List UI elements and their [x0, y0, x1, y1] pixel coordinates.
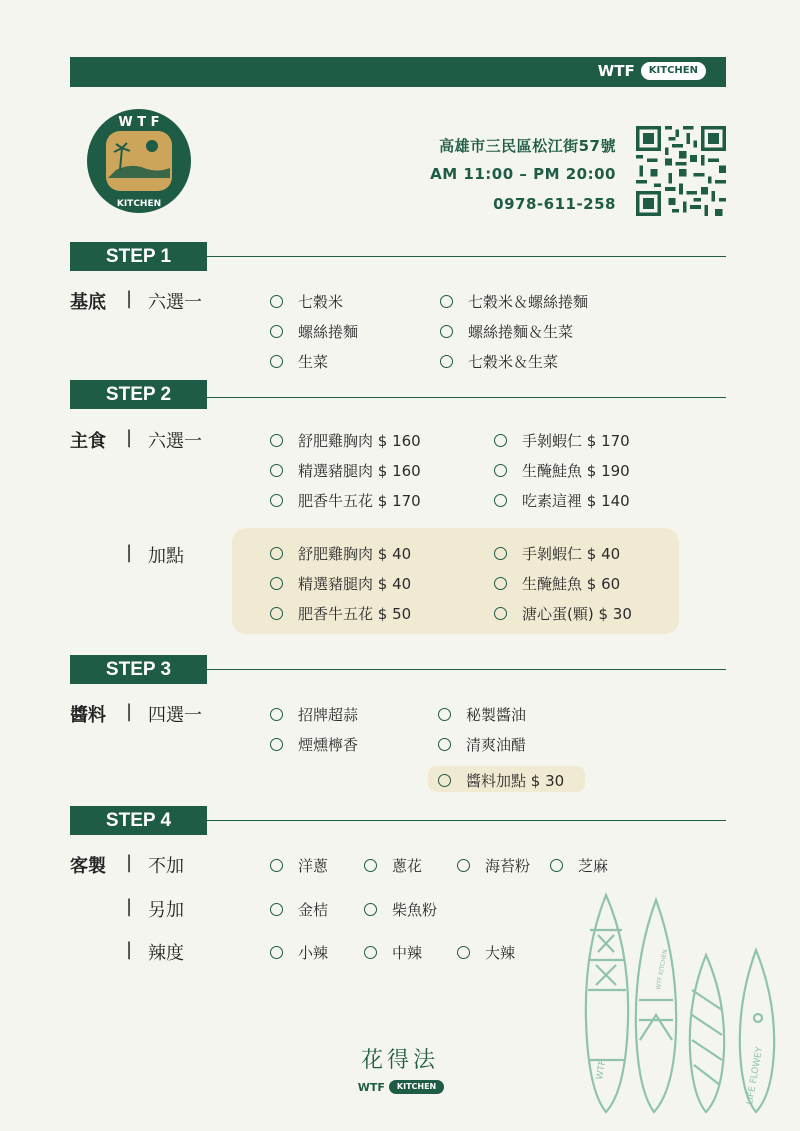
step2-addon-option[interactable] — [494, 573, 620, 594]
checkbox-circle-icon — [438, 774, 451, 787]
address: 高雄市三民區松江街57號 — [439, 137, 616, 155]
checkbox-circle-icon — [270, 355, 283, 368]
option-label: 金桔 — [298, 901, 329, 919]
checkbox-circle-icon — [364, 946, 377, 959]
wtf-kitchen-logo — [86, 108, 192, 214]
step2-option[interactable] — [494, 430, 630, 451]
step1-option[interactable] — [270, 351, 328, 372]
option-label: 手剝蝦仁 $ 40 — [522, 545, 621, 563]
step1-option[interactable] — [440, 321, 573, 342]
option-label: 蔥花 — [392, 857, 423, 875]
step4-option[interactable] — [270, 899, 328, 920]
step4-option[interactable] — [364, 899, 437, 920]
option-label: 大辣 — [485, 944, 516, 962]
footer-title: 花得法 — [360, 1048, 439, 1073]
step4-option[interactable] — [364, 855, 422, 876]
step4-option[interactable] — [270, 942, 328, 963]
option-label: 招牌超蒜 — [298, 706, 359, 724]
sauce-addon-option[interactable] — [438, 770, 564, 791]
checkbox-circle-icon — [270, 708, 283, 721]
checkbox-circle-icon — [270, 464, 283, 477]
step3-category: 醬料 — [70, 705, 106, 726]
board-text-wtf: WTF — [595, 1059, 609, 1081]
option-label: 小辣 — [298, 944, 329, 962]
step1-divider — [207, 256, 726, 257]
option-label: 七穀米＆生菜 — [468, 353, 559, 371]
checkbox-circle-icon — [270, 295, 283, 308]
option-label: 七穀米＆螺絲捲麵 — [468, 293, 589, 311]
option-label: 舒肥雞胸肉 $ 40 — [298, 545, 412, 563]
step1-rule: 六選一 — [148, 292, 202, 313]
step4-row-label: 辣度 — [148, 943, 184, 964]
footer-brand-pill: KITCHEN — [389, 1080, 444, 1094]
step2-title: STEP 2 — [70, 380, 207, 409]
checkbox-circle-icon — [494, 577, 507, 590]
step1-option[interactable] — [440, 291, 588, 312]
checkbox-circle-icon — [364, 859, 377, 872]
option-label: 芝麻 — [578, 857, 609, 875]
step3-option[interactable] — [270, 704, 358, 725]
top-banner — [70, 57, 726, 87]
option-label: 吃素這裡 $ 140 — [522, 492, 630, 510]
footer-brand — [355, 1080, 447, 1094]
checkbox-circle-icon — [270, 607, 283, 620]
step4-separator: | — [126, 939, 133, 960]
checkbox-circle-icon — [494, 607, 507, 620]
option-label: 秘製醬油 — [466, 706, 527, 724]
checkbox-circle-icon — [270, 434, 283, 447]
board-text-kitchen: WTF KITCHEN — [655, 948, 670, 991]
logo-top-text: W T F — [118, 115, 160, 130]
step2-option[interactable] — [270, 430, 421, 451]
step2-option[interactable] — [270, 460, 421, 481]
option-label: 煙燻檸香 — [298, 736, 359, 754]
option-label: 生菜 — [298, 353, 329, 371]
option-label: 海苔粉 — [485, 857, 531, 875]
step2-addon-option[interactable] — [270, 573, 411, 594]
step3-option[interactable] — [438, 704, 526, 725]
footer-brand-text: WTF — [357, 1080, 385, 1094]
checkbox-circle-icon — [494, 547, 507, 560]
option-label: 螺絲捲麵 — [298, 323, 359, 341]
option-label: 舒肥雞胸肉 $ 160 — [298, 432, 421, 450]
step4-category: 客製 — [70, 856, 106, 877]
step4-divider — [207, 820, 726, 821]
step4-separator: | — [126, 852, 133, 873]
header-brand-text: WTF — [597, 62, 635, 80]
qr-code[interactable] — [636, 126, 726, 216]
option-label: 肥香牛五花 $ 50 — [298, 605, 412, 623]
step1-category: 基底 — [70, 292, 106, 313]
option-label: 中辣 — [392, 944, 423, 962]
step2-addon-label: 加點 — [148, 546, 184, 567]
option-label: 手剝蝦仁 $ 170 — [522, 432, 630, 450]
step4-option[interactable] — [550, 855, 608, 876]
step1-option[interactable] — [270, 291, 343, 312]
option-label: 螺絲捲麵＆生菜 — [468, 323, 574, 341]
checkbox-circle-icon — [494, 464, 507, 477]
option-label: 精選豬腿肉 $ 160 — [298, 462, 421, 480]
phone-number: 0978-611-258 — [493, 195, 616, 213]
step1-title: STEP 1 — [70, 242, 207, 271]
checkbox-circle-icon — [494, 434, 507, 447]
step3-option[interactable] — [438, 734, 526, 755]
checkbox-circle-icon — [270, 738, 283, 751]
step2-addon-option[interactable] — [270, 543, 411, 564]
board-text-life-flowey: LIFE FLOWEY — [745, 1046, 766, 1106]
surfboards-illustration — [576, 890, 786, 1115]
header-brand-pill: KITCHEN — [641, 62, 706, 80]
step1-option[interactable] — [270, 321, 358, 342]
step2-option[interactable] — [494, 460, 630, 481]
step4-option[interactable] — [457, 855, 530, 876]
step4-option[interactable] — [270, 855, 328, 876]
step4-row-label: 不加 — [148, 856, 184, 877]
step4-separator: | — [126, 896, 133, 917]
step2-separator: | — [126, 427, 133, 448]
checkbox-circle-icon — [494, 494, 507, 507]
checkbox-circle-icon — [440, 325, 453, 338]
step2-addon-separator: | — [126, 542, 133, 563]
checkbox-circle-icon — [270, 325, 283, 338]
checkbox-circle-icon — [270, 547, 283, 560]
step2-addon-option[interactable] — [494, 543, 620, 564]
checkbox-circle-icon — [457, 946, 470, 959]
checkbox-circle-icon — [270, 946, 283, 959]
option-label: 肥香牛五花 $ 170 — [298, 492, 421, 510]
step2-rule: 六選一 — [148, 431, 202, 452]
step1-option[interactable] — [440, 351, 558, 372]
option-label: 七穀米 — [298, 293, 344, 311]
checkbox-circle-icon — [438, 708, 451, 721]
checkbox-circle-icon — [440, 295, 453, 308]
step2-option[interactable] — [270, 490, 421, 511]
checkbox-circle-icon — [364, 903, 377, 916]
checkbox-circle-icon — [270, 903, 283, 916]
logo-bottom-text: KITCHEN — [116, 199, 162, 209]
step2-divider — [207, 397, 726, 398]
step3-option[interactable] — [270, 734, 358, 755]
checkbox-circle-icon — [270, 494, 283, 507]
step2-addon-option[interactable] — [270, 603, 411, 624]
checkbox-circle-icon — [550, 859, 563, 872]
step3-title: STEP 3 — [70, 655, 207, 684]
step4-option[interactable] — [457, 942, 515, 963]
option-label: 精選豬腿肉 $ 40 — [298, 575, 412, 593]
option-label: 生醃鮭魚 $ 190 — [522, 462, 630, 480]
option-label: 洋蔥 — [298, 857, 329, 875]
checkbox-circle-icon — [270, 577, 283, 590]
step2-category: 主食 — [70, 431, 106, 452]
option-label: 生醃鮭魚 $ 60 — [522, 575, 621, 593]
business-hours: AM 11:00 – PM 20:00 — [430, 165, 616, 183]
step4-title: STEP 4 — [70, 806, 207, 835]
checkbox-circle-icon — [440, 355, 453, 368]
step3-rule: 四選一 — [148, 705, 202, 726]
option-label: 醬料加點 $ 30 — [466, 772, 565, 790]
option-label: 柴魚粉 — [392, 901, 438, 919]
checkbox-circle-icon — [270, 859, 283, 872]
step3-divider — [207, 669, 726, 670]
step4-row-label: 另加 — [148, 900, 184, 921]
step3-separator: | — [126, 701, 133, 722]
checkbox-circle-icon — [438, 738, 451, 751]
checkbox-circle-icon — [457, 859, 470, 872]
step4-option[interactable] — [364, 942, 422, 963]
option-label: 清爽油醋 — [466, 736, 527, 754]
step2-addon-option[interactable] — [494, 603, 632, 624]
step1-separator: | — [126, 288, 133, 309]
option-label: 溏心蛋(顆) $ 30 — [522, 605, 632, 623]
header-brand — [598, 62, 706, 80]
step2-option[interactable] — [494, 490, 630, 511]
